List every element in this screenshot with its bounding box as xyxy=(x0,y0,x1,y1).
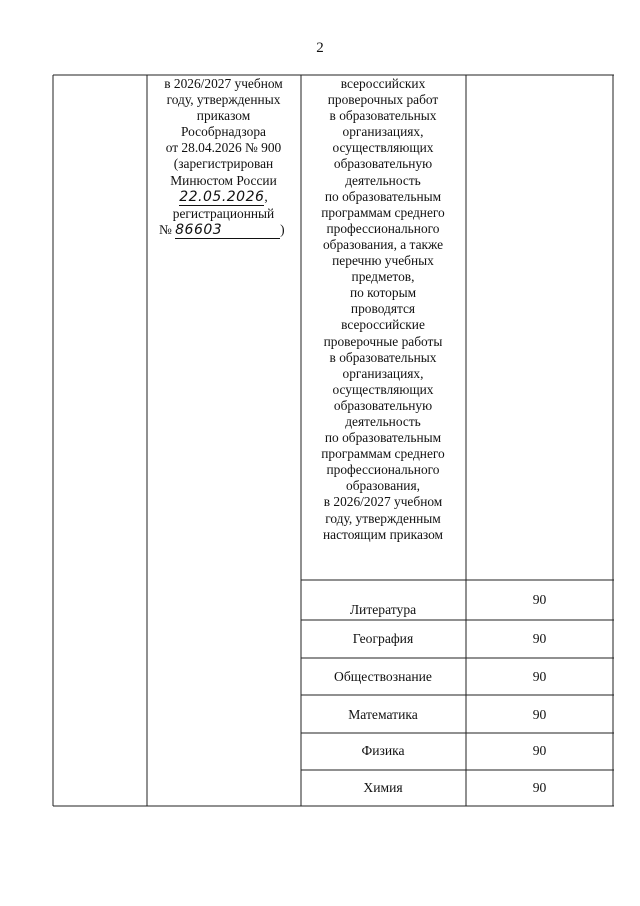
description-line: программам среднего xyxy=(321,446,445,462)
description-line: профессионального xyxy=(326,220,440,236)
registration-label: регистрационный xyxy=(172,205,275,221)
description-line: по которым xyxy=(349,285,417,301)
description-line: деятельность xyxy=(345,172,421,188)
description-line: всероссийские xyxy=(341,317,425,333)
description-line: настоящим приказом xyxy=(322,526,444,542)
description-line: проверочные работы xyxy=(323,333,443,349)
description-line: организациях, xyxy=(342,365,424,381)
registration-number-line xyxy=(147,222,300,239)
description-line: деятельность xyxy=(345,413,421,429)
description-line: образовательную xyxy=(333,397,433,413)
subject-name: Химия xyxy=(363,780,403,795)
order-reference-cell xyxy=(147,76,300,239)
subject-name: Литература xyxy=(349,602,417,617)
order-line: Рособрнадзора xyxy=(181,124,266,140)
subject-value: 90 xyxy=(532,780,547,795)
description-line: программам среднего xyxy=(321,204,445,220)
subject-value: 90 xyxy=(532,707,547,722)
order-line: (зарегистрирован xyxy=(173,156,274,172)
subject-value: 90 xyxy=(532,592,547,607)
date-suffix: , xyxy=(264,188,268,204)
description-line: проводятся xyxy=(350,301,416,317)
description-line: организациях, xyxy=(342,124,424,140)
subject-name: Математика xyxy=(348,707,418,722)
description-line: перечню учебных xyxy=(332,253,434,269)
order-line: Минюстом России xyxy=(170,172,277,188)
description-line: в образовательных xyxy=(329,349,437,365)
order-line: от 28.04.2026 № 900 xyxy=(165,140,282,156)
description-line: образования, xyxy=(346,478,420,494)
subject-value: 90 xyxy=(532,669,547,684)
description-line: по образовательным xyxy=(324,430,442,446)
order-line: приказом xyxy=(196,108,251,124)
handwritten-date: 22.05.2026 xyxy=(179,188,265,205)
description-line: по образовательным xyxy=(324,188,442,204)
description-line: в образовательных xyxy=(329,108,437,124)
description-line: образовательную xyxy=(333,156,433,172)
description-line: всероссийских xyxy=(340,76,426,91)
subject-name: Обществознание xyxy=(334,669,432,684)
subject-value: 90 xyxy=(532,631,547,646)
subject-name: Физика xyxy=(361,743,405,758)
description-line: профессионального xyxy=(326,462,440,478)
page-number: 2 xyxy=(316,40,324,56)
closing-paren: ) xyxy=(280,221,285,237)
order-line: в 2026/2027 учебном xyxy=(164,76,283,91)
handwritten-number: 86603 xyxy=(175,222,280,239)
number-sign: № xyxy=(159,221,172,237)
description-line: году, утвержденным xyxy=(325,510,441,526)
description-cell xyxy=(301,76,465,543)
subject-value: 90 xyxy=(532,743,547,758)
description-line: осуществляющих xyxy=(332,140,434,156)
description-line: образования, а также xyxy=(322,236,444,252)
order-line: году, утвержденных xyxy=(166,92,281,108)
description-line: осуществляющих xyxy=(332,381,434,397)
registration-date-line xyxy=(147,189,300,206)
description-line: предметов, xyxy=(351,269,415,285)
description-line: проверочных работ xyxy=(327,92,439,108)
description-line: в 2026/2027 учебном xyxy=(323,494,443,510)
subject-name: География xyxy=(352,631,414,646)
